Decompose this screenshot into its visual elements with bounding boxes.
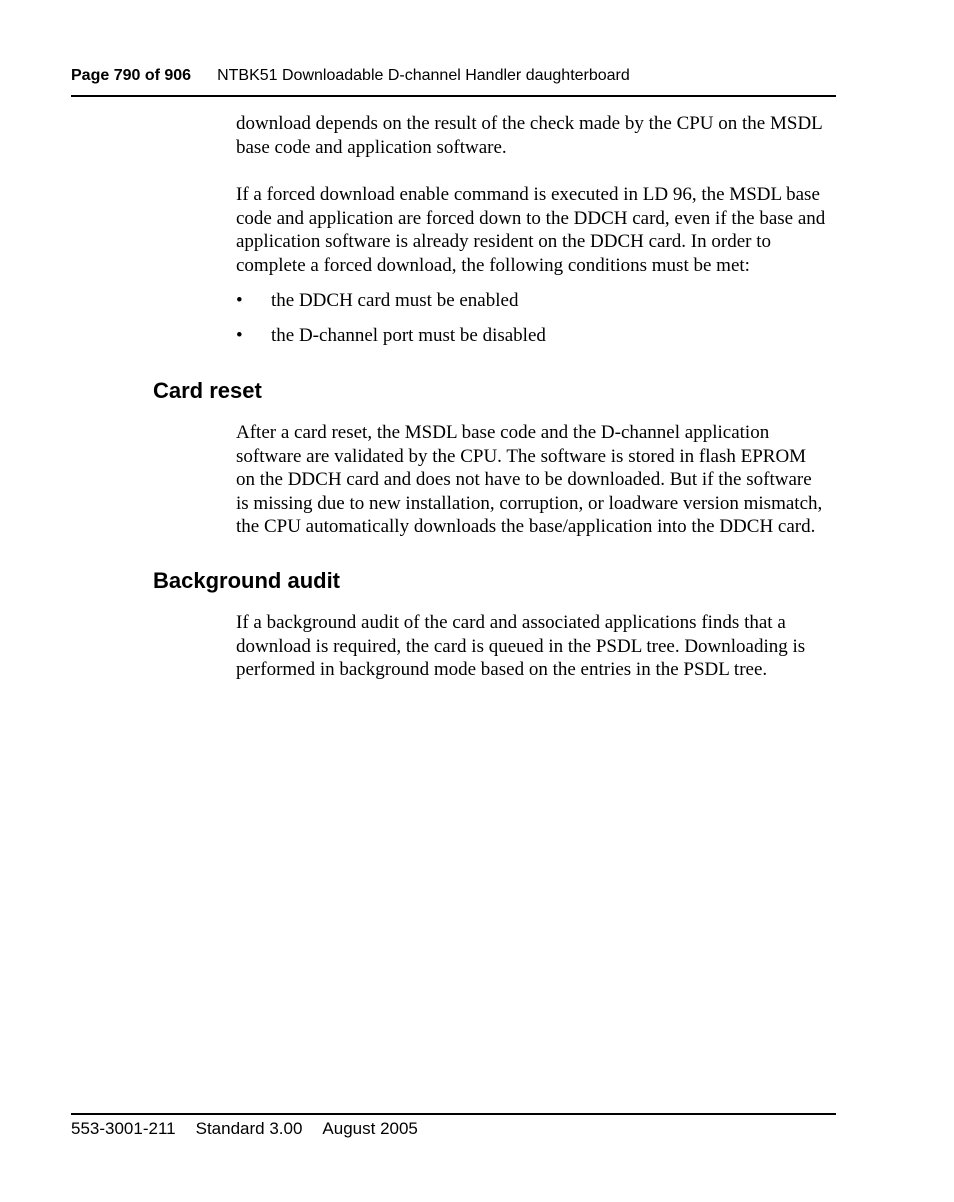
bullet-text: the DDCH card must be enabled: [271, 290, 519, 311]
text-line: base code and application software.: [236, 136, 507, 158]
section-heading-card-reset: Card reset: [153, 378, 262, 403]
document-date: August 2005: [322, 1119, 418, 1138]
bullet-glyph: •: [236, 325, 243, 346]
intro-paragraph-2: [236, 183, 846, 277]
header-rule: [71, 95, 836, 97]
section-heading-background-audit: Background audit: [153, 568, 341, 593]
page-number: Page 790 of 906: [71, 67, 192, 84]
text-line: on the DDCH card and does not have to be downloaded. But if the software: [236, 469, 812, 491]
text-line: download depends on the result of the check made by the CPU on the MSDL: [236, 113, 823, 134]
bullet-item: [236, 324, 546, 347]
page-footer: [71, 1118, 418, 1139]
document-title: NTBK51 Downloadable D-channel Handler daughterboard: [217, 67, 630, 84]
document-standard: Standard 3.00: [195, 1119, 303, 1138]
text-line: is missing due to new installation, corruption, or loadware version mismatch,: [236, 492, 823, 514]
text-line: the CPU automatically downloads the base/application into the DDCH card.: [236, 516, 816, 538]
text-line: If a forced download enable command is executed in LD 96, the MSDL base: [236, 184, 820, 205]
text-line: complete a forced download, the following conditions must be met:: [236, 254, 750, 276]
bullet-item: [236, 289, 518, 312]
intro-paragraph-1: [236, 112, 846, 159]
bullet-text: the D-channel port must be disabled: [271, 325, 546, 346]
document-number: 553-3001-211: [71, 1119, 176, 1138]
text-line: software are validated by the CPU. The software is stored in flash EPROM: [236, 445, 807, 467]
text-line: code and application are forced down to the DDCH card, even if the base and: [236, 207, 826, 229]
page-header: [71, 66, 835, 86]
text-line: application software is already resident on the DDCH card. In order to: [236, 231, 771, 253]
text-line: performed in background mode based on the entries in the PSDL tree.: [236, 659, 768, 681]
card-reset-paragraph: [236, 421, 846, 539]
text-line: If a background audit of the card and associated applications finds that a: [236, 612, 786, 633]
bullet-glyph: •: [236, 290, 243, 311]
footer-rule: [71, 1113, 836, 1115]
text-line: download is required, the card is queued in the PSDL tree. Downloading is: [236, 635, 806, 657]
text-line: After a card reset, the MSDL base code and the D-channel application: [236, 422, 770, 443]
background-audit-paragraph: [236, 611, 846, 682]
